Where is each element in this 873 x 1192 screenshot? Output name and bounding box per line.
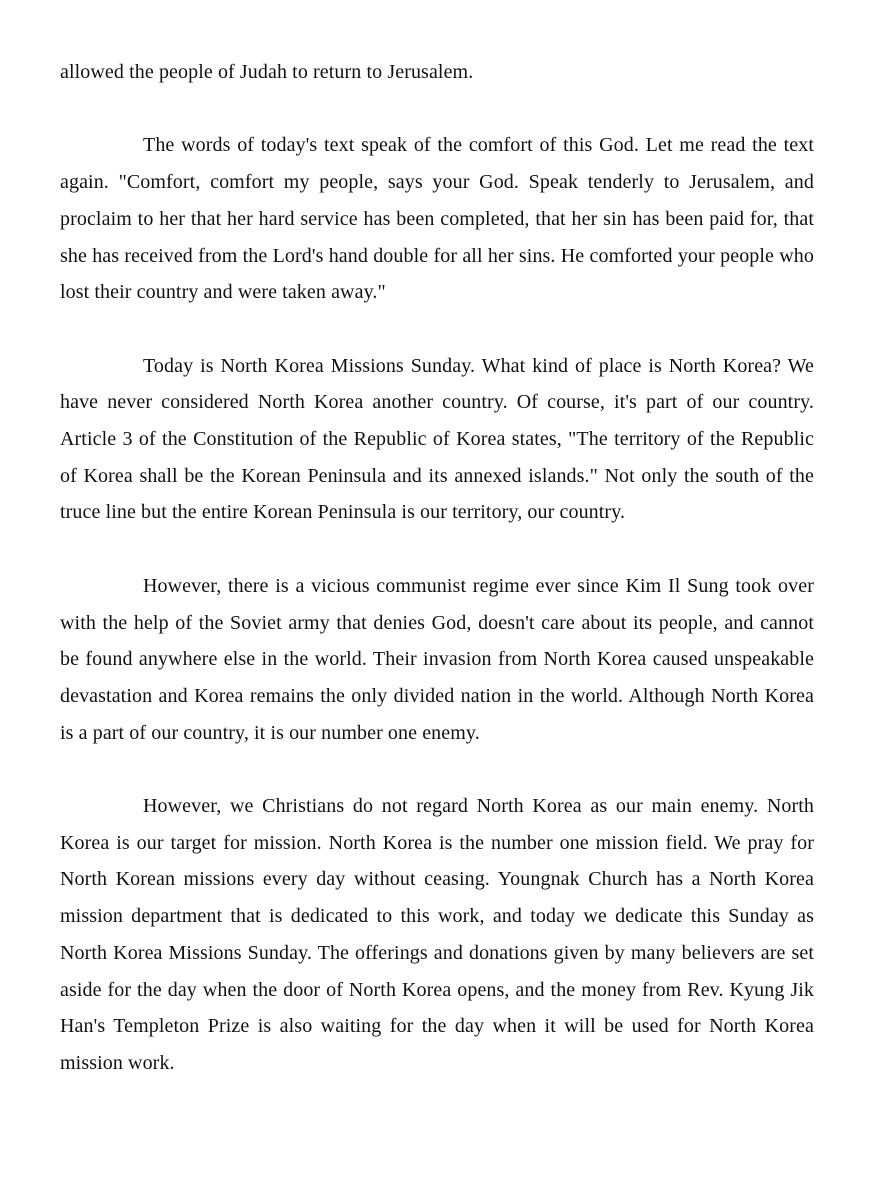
- paragraph-gap: [60, 531, 814, 568]
- paragraph-continuation: allowed the people of Judah to return to Jerusalem.: [60, 61, 474, 83]
- paragraph-mission-field: However, we Christians do not regard North Korea as our main enemy. North Korea is our target for mission. North Korea is the number one mission field. We pray for North Korean missions every day without ceasing. Youngnak Church has a North Korea mission department that is dedicated to this work, and today we dedicate this Sunday as North Korea Missions Sunday. The offerings and donations given by many believers are set aside for the day when the door of North Korea opens, and the money from Rev. Kyung Jik Han's Templeton Prize is also waiting for the day when it will be used for North Korea mission work.: [60, 795, 814, 1074]
- paragraph-communist-regime: However, there is a vicious communist regime ever since Kim Il Sung took over with the help of the Soviet army that denies God, doesn't care about its people, and cannot be found anywhere else in the world. Their invasion from North Korea caused unspeakable devastation and Korea remains the only divided nation in the world. Although North Korea is a part of our country, it is our number one enemy.: [60, 574, 814, 744]
- paragraph-comfort-text: The words of today's text speak of the comfort of this God. Let me read the text again. "Comfort, comfort my people, says your God. Speak tenderly to Jerusalem, and proclaim to her that her hard service has been completed, that her sin has been paid for, that she has received from the Lord's hand double for all her sins. He comforted your people who lost their country and were taken away.": [60, 134, 814, 304]
- paragraph-missions-sunday: Today is North Korea Missions Sunday. What kind of place is North Korea? We have never considered North Korea another country. Of course, it's part of our country. Article 3 of the Constitution of the Republic of Korea states, "The territory of the Republic of Korea shall be the Korean Peninsula and its annexed islands." Not only the south of the truce line but the entire Korean Peninsula is our territory, our country.: [60, 354, 814, 524]
- document-page: [60, 54, 814, 1082]
- paragraph-gap: [60, 751, 814, 788]
- paragraph-gap: [60, 311, 814, 348]
- paragraph-gap: [60, 91, 814, 128]
